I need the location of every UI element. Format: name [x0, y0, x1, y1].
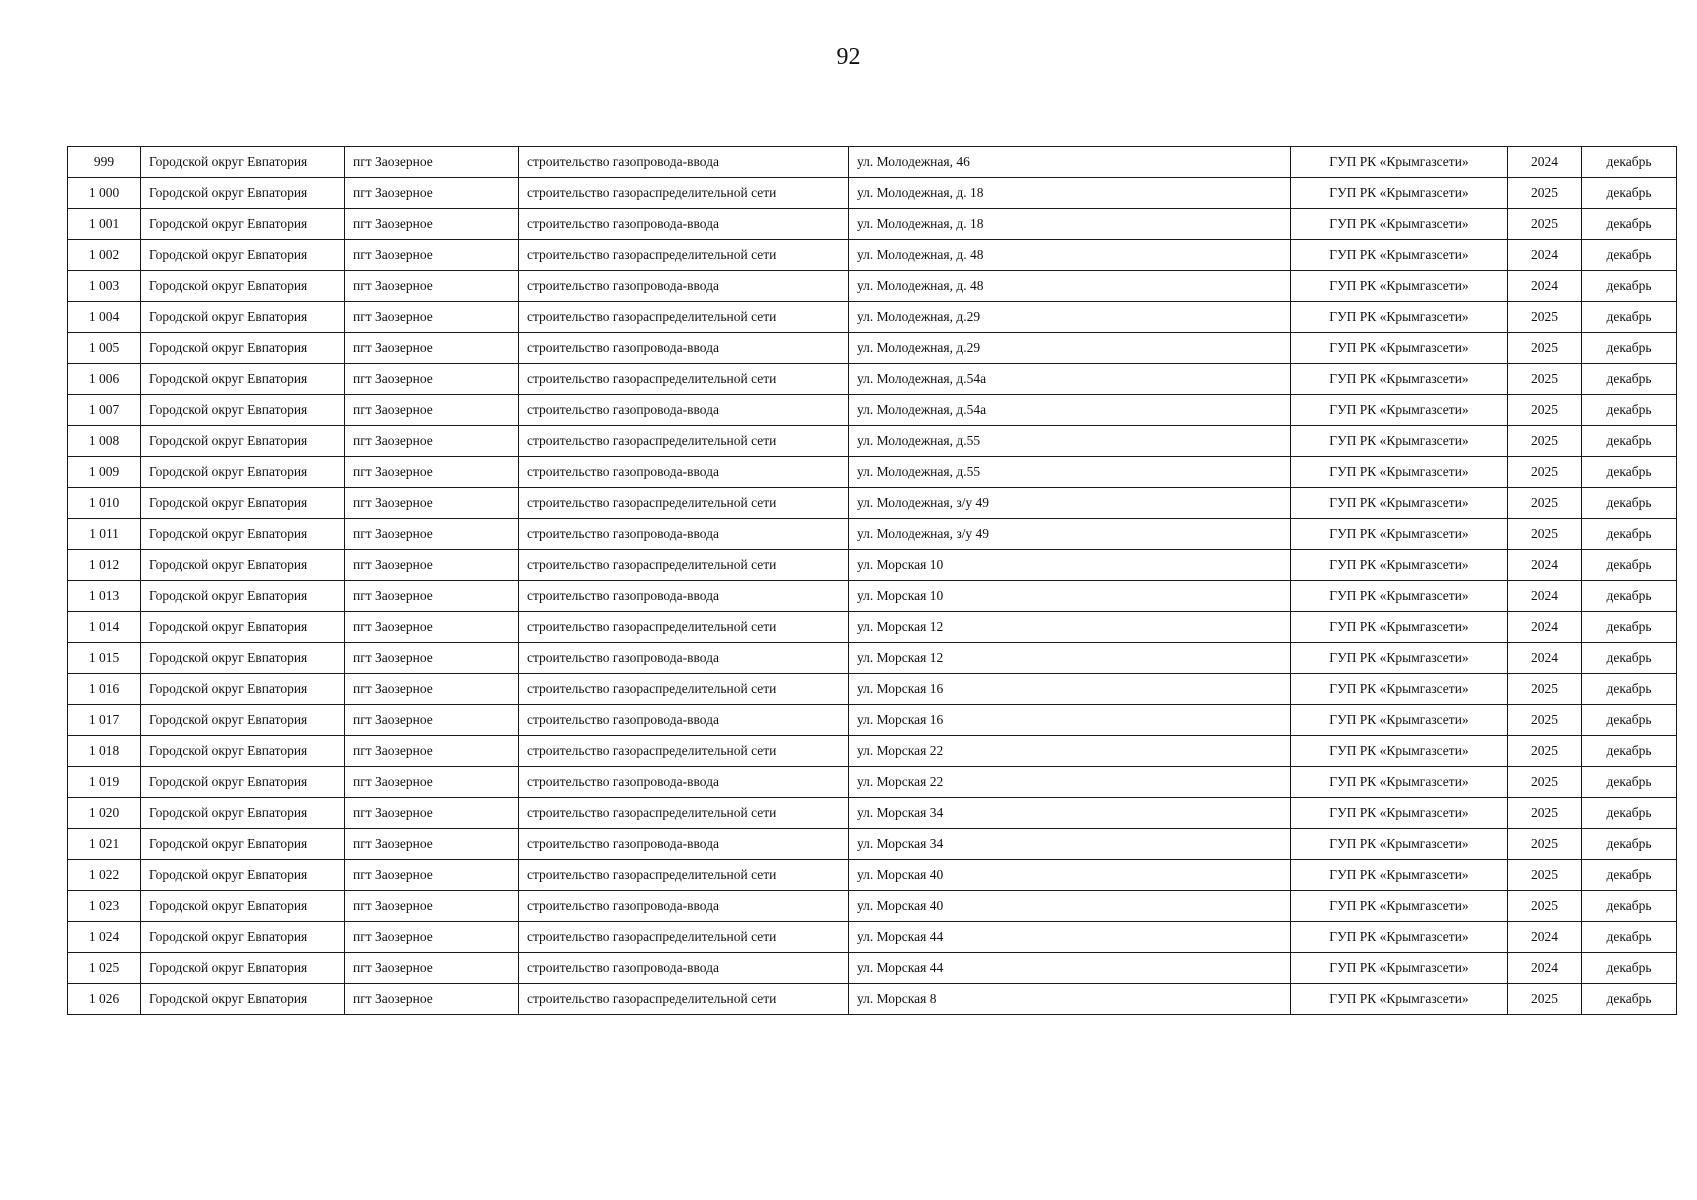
row-number-cell: 1 002: [68, 240, 141, 271]
organization-cell: ГУП РК «Крымгазсети»: [1291, 922, 1508, 953]
month-cell: декабрь: [1582, 271, 1677, 302]
table-row: [68, 333, 1677, 364]
year-cell: 2025: [1508, 860, 1582, 891]
organization-cell: ГУП РК «Крымгазсети»: [1291, 395, 1508, 426]
row-number-cell: 1 018: [68, 736, 141, 767]
settlement-cell: пгт Заозерное: [345, 767, 519, 798]
address-cell: ул. Морская 22: [849, 767, 1291, 798]
settlement-cell: пгт Заозерное: [345, 674, 519, 705]
page-number: 92: [836, 44, 861, 70]
address-cell: ул. Молодежная, 46: [849, 147, 1291, 178]
settlement-cell: пгт Заозерное: [345, 209, 519, 240]
district-cell: Городской округ Евпатория: [141, 953, 345, 984]
month-cell: декабрь: [1582, 488, 1677, 519]
settlement-cell: пгт Заозерное: [345, 829, 519, 860]
settlement-cell: пгт Заозерное: [345, 612, 519, 643]
work-type-cell: строительство газопровода-ввода: [519, 457, 849, 488]
table-row: [68, 891, 1677, 922]
year-cell: 2025: [1508, 705, 1582, 736]
table-row: [68, 829, 1677, 860]
organization-cell: ГУП РК «Крымгазсети»: [1291, 147, 1508, 178]
address-cell: ул. Молодежная, д.55: [849, 457, 1291, 488]
settlement-cell: пгт Заозерное: [345, 395, 519, 426]
year-cell: 2025: [1508, 302, 1582, 333]
address-cell: ул. Молодежная, д.29: [849, 333, 1291, 364]
month-cell: декабрь: [1582, 519, 1677, 550]
year-cell: 2025: [1508, 829, 1582, 860]
month-cell: декабрь: [1582, 922, 1677, 953]
district-cell: Городской округ Евпатория: [141, 860, 345, 891]
organization-cell: ГУП РК «Крымгазсети»: [1291, 457, 1508, 488]
settlement-cell: пгт Заозерное: [345, 891, 519, 922]
month-cell: декабрь: [1582, 736, 1677, 767]
row-number-cell: 1 006: [68, 364, 141, 395]
settlement-cell: пгт Заозерное: [345, 178, 519, 209]
year-cell: 2025: [1508, 891, 1582, 922]
work-type-cell: строительство газораспределительной сети: [519, 984, 849, 1015]
work-type-cell: строительство газораспределительной сети: [519, 550, 849, 581]
address-cell: ул. Морская 16: [849, 674, 1291, 705]
address-cell: ул. Молодежная, з/у 49: [849, 519, 1291, 550]
organization-cell: ГУП РК «Крымгазсети»: [1291, 488, 1508, 519]
table-row: [68, 178, 1677, 209]
month-cell: декабрь: [1582, 643, 1677, 674]
settlement-cell: пгт Заозерное: [345, 271, 519, 302]
month-cell: декабрь: [1582, 178, 1677, 209]
district-cell: Городской округ Евпатория: [141, 798, 345, 829]
year-cell: 2024: [1508, 240, 1582, 271]
table-row: [68, 953, 1677, 984]
settlement-cell: пгт Заозерное: [345, 519, 519, 550]
table-row: [68, 705, 1677, 736]
month-cell: декабрь: [1582, 550, 1677, 581]
work-type-cell: строительство газораспределительной сети: [519, 488, 849, 519]
year-cell: 2025: [1508, 457, 1582, 488]
row-number-cell: 1 020: [68, 798, 141, 829]
settlement-cell: пгт Заозерное: [345, 488, 519, 519]
settlement-cell: пгт Заозерное: [345, 953, 519, 984]
organization-cell: ГУП РК «Крымгазсети»: [1291, 426, 1508, 457]
table-row: [68, 984, 1677, 1015]
table-row: [68, 209, 1677, 240]
settlement-cell: пгт Заозерное: [345, 736, 519, 767]
month-cell: декабрь: [1582, 395, 1677, 426]
organization-cell: ГУП РК «Крымгазсети»: [1291, 519, 1508, 550]
organization-cell: ГУП РК «Крымгазсети»: [1291, 302, 1508, 333]
organization-cell: ГУП РК «Крымгазсети»: [1291, 581, 1508, 612]
row-number-cell: 1 008: [68, 426, 141, 457]
table-row: [68, 147, 1677, 178]
year-cell: 2024: [1508, 581, 1582, 612]
table-row: [68, 240, 1677, 271]
month-cell: декабрь: [1582, 457, 1677, 488]
settlement-cell: пгт Заозерное: [345, 860, 519, 891]
work-type-cell: строительство газораспределительной сети: [519, 922, 849, 953]
organization-cell: ГУП РК «Крымгазсети»: [1291, 891, 1508, 922]
month-cell: декабрь: [1582, 984, 1677, 1015]
table-row: [68, 426, 1677, 457]
table-row: [68, 271, 1677, 302]
address-cell: ул. Морская 44: [849, 922, 1291, 953]
address-cell: ул. Молодежная, д.54а: [849, 364, 1291, 395]
work-type-cell: строительство газопровода-ввода: [519, 829, 849, 860]
table-row: [68, 302, 1677, 333]
district-cell: Городской округ Евпатория: [141, 643, 345, 674]
month-cell: декабрь: [1582, 860, 1677, 891]
work-type-cell: строительство газопровода-ввода: [519, 271, 849, 302]
work-type-cell: строительство газораспределительной сети: [519, 736, 849, 767]
organization-cell: ГУП РК «Крымгазсети»: [1291, 798, 1508, 829]
settlement-cell: пгт Заозерное: [345, 457, 519, 488]
address-cell: ул. Морская 12: [849, 612, 1291, 643]
settlement-cell: пгт Заозерное: [345, 240, 519, 271]
organization-cell: ГУП РК «Крымгазсети»: [1291, 984, 1508, 1015]
table-row: [68, 612, 1677, 643]
work-type-cell: строительство газораспределительной сети: [519, 240, 849, 271]
district-cell: Городской округ Евпатория: [141, 426, 345, 457]
organization-cell: ГУП РК «Крымгазсети»: [1291, 736, 1508, 767]
month-cell: декабрь: [1582, 581, 1677, 612]
settlement-cell: пгт Заозерное: [345, 643, 519, 674]
organization-cell: ГУП РК «Крымгазсети»: [1291, 767, 1508, 798]
month-cell: декабрь: [1582, 767, 1677, 798]
gasification-schedule-table: [67, 146, 1677, 1015]
row-number-cell: 1 003: [68, 271, 141, 302]
year-cell: 2025: [1508, 488, 1582, 519]
district-cell: Городской округ Евпатория: [141, 736, 345, 767]
district-cell: Городской округ Евпатория: [141, 147, 345, 178]
table-row: [68, 922, 1677, 953]
organization-cell: ГУП РК «Крымгазсети»: [1291, 829, 1508, 860]
work-type-cell: строительство газопровода-ввода: [519, 767, 849, 798]
address-cell: ул. Молодежная, д.29: [849, 302, 1291, 333]
row-number-cell: 1 015: [68, 643, 141, 674]
work-type-cell: строительство газопровода-ввода: [519, 147, 849, 178]
month-cell: декабрь: [1582, 426, 1677, 457]
work-type-cell: строительство газораспределительной сети: [519, 302, 849, 333]
work-type-cell: строительство газопровода-ввода: [519, 891, 849, 922]
address-cell: ул. Морская 16: [849, 705, 1291, 736]
organization-cell: ГУП РК «Крымгазсети»: [1291, 209, 1508, 240]
settlement-cell: пгт Заозерное: [345, 581, 519, 612]
settlement-cell: пгт Заозерное: [345, 550, 519, 581]
district-cell: Городской округ Евпатория: [141, 550, 345, 581]
address-cell: ул. Молодежная, д. 48: [849, 240, 1291, 271]
address-cell: ул. Морская 12: [849, 643, 1291, 674]
district-cell: Городской округ Евпатория: [141, 581, 345, 612]
year-cell: 2025: [1508, 209, 1582, 240]
district-cell: Городской округ Евпатория: [141, 705, 345, 736]
settlement-cell: пгт Заозерное: [345, 147, 519, 178]
work-type-cell: строительство газопровода-ввода: [519, 519, 849, 550]
table-row: [68, 860, 1677, 891]
year-cell: 2025: [1508, 333, 1582, 364]
work-type-cell: строительство газораспределительной сети: [519, 426, 849, 457]
year-cell: 2024: [1508, 271, 1582, 302]
month-cell: декабрь: [1582, 891, 1677, 922]
address-cell: ул. Морская 22: [849, 736, 1291, 767]
settlement-cell: пгт Заозерное: [345, 364, 519, 395]
district-cell: Городской округ Евпатория: [141, 240, 345, 271]
year-cell: 2025: [1508, 519, 1582, 550]
organization-cell: ГУП РК «Крымгазсети»: [1291, 333, 1508, 364]
address-cell: ул. Молодежная, д.55: [849, 426, 1291, 457]
organization-cell: ГУП РК «Крымгазсети»: [1291, 674, 1508, 705]
year-cell: 2025: [1508, 674, 1582, 705]
organization-cell: ГУП РК «Крымгазсети»: [1291, 364, 1508, 395]
table-row: [68, 395, 1677, 426]
work-type-cell: строительство газопровода-ввода: [519, 581, 849, 612]
address-cell: ул. Молодежная, д. 18: [849, 178, 1291, 209]
table-row: [68, 457, 1677, 488]
month-cell: декабрь: [1582, 147, 1677, 178]
table-row: [68, 581, 1677, 612]
month-cell: декабрь: [1582, 364, 1677, 395]
row-number-cell: 1 023: [68, 891, 141, 922]
month-cell: декабрь: [1582, 612, 1677, 643]
row-number-cell: 1 024: [68, 922, 141, 953]
year-cell: 2024: [1508, 147, 1582, 178]
work-type-cell: строительство газопровода-ввода: [519, 395, 849, 426]
settlement-cell: пгт Заозерное: [345, 302, 519, 333]
settlement-cell: пгт Заозерное: [345, 333, 519, 364]
organization-cell: ГУП РК «Крымгазсети»: [1291, 240, 1508, 271]
organization-cell: ГУП РК «Крымгазсети»: [1291, 178, 1508, 209]
address-cell: ул. Молодежная, д.54а: [849, 395, 1291, 426]
work-type-cell: строительство газопровода-ввода: [519, 333, 849, 364]
month-cell: декабрь: [1582, 953, 1677, 984]
year-cell: 2025: [1508, 426, 1582, 457]
table-row: [68, 674, 1677, 705]
address-cell: ул. Морская 40: [849, 891, 1291, 922]
work-type-cell: строительство газопровода-ввода: [519, 705, 849, 736]
work-type-cell: строительство газораспределительной сети: [519, 612, 849, 643]
organization-cell: ГУП РК «Крымгазсети»: [1291, 271, 1508, 302]
row-number-cell: 1 011: [68, 519, 141, 550]
year-cell: 2025: [1508, 984, 1582, 1015]
organization-cell: ГУП РК «Крымгазсети»: [1291, 953, 1508, 984]
year-cell: 2024: [1508, 612, 1582, 643]
address-cell: ул. Молодежная, з/у 49: [849, 488, 1291, 519]
table-row: [68, 488, 1677, 519]
month-cell: декабрь: [1582, 674, 1677, 705]
district-cell: Городской округ Евпатория: [141, 984, 345, 1015]
row-number-cell: 1 009: [68, 457, 141, 488]
district-cell: Городской округ Евпатория: [141, 178, 345, 209]
month-cell: декабрь: [1582, 829, 1677, 860]
district-cell: Городской округ Евпатория: [141, 209, 345, 240]
row-number-cell: 1 026: [68, 984, 141, 1015]
address-cell: ул. Морская 40: [849, 860, 1291, 891]
row-number-cell: 1 012: [68, 550, 141, 581]
district-cell: Городской округ Евпатория: [141, 829, 345, 860]
district-cell: Городской округ Евпатория: [141, 333, 345, 364]
address-cell: ул. Молодежная, д. 18: [849, 209, 1291, 240]
table-row: [68, 364, 1677, 395]
district-cell: Городской округ Евпатория: [141, 364, 345, 395]
row-number-cell: 1 017: [68, 705, 141, 736]
year-cell: 2024: [1508, 550, 1582, 581]
year-cell: 2025: [1508, 736, 1582, 767]
year-cell: 2025: [1508, 798, 1582, 829]
row-number-cell: 1 007: [68, 395, 141, 426]
district-cell: Городской округ Евпатория: [141, 519, 345, 550]
work-type-cell: строительство газораспределительной сети: [519, 364, 849, 395]
row-number-cell: 1 000: [68, 178, 141, 209]
work-type-cell: строительство газораспределительной сети: [519, 798, 849, 829]
district-cell: Городской округ Евпатория: [141, 612, 345, 643]
table-row: [68, 550, 1677, 581]
work-type-cell: строительство газопровода-ввода: [519, 643, 849, 674]
row-number-cell: 999: [68, 147, 141, 178]
address-cell: ул. Морская 10: [849, 581, 1291, 612]
row-number-cell: 1 021: [68, 829, 141, 860]
month-cell: декабрь: [1582, 798, 1677, 829]
year-cell: 2024: [1508, 953, 1582, 984]
address-cell: ул. Морская 34: [849, 798, 1291, 829]
year-cell: 2024: [1508, 922, 1582, 953]
settlement-cell: пгт Заозерное: [345, 922, 519, 953]
work-type-cell: строительство газопровода-ввода: [519, 953, 849, 984]
settlement-cell: пгт Заозерное: [345, 705, 519, 736]
settlement-cell: пгт Заозерное: [345, 426, 519, 457]
row-number-cell: 1 022: [68, 860, 141, 891]
row-number-cell: 1 013: [68, 581, 141, 612]
work-type-cell: строительство газораспределительной сети: [519, 178, 849, 209]
organization-cell: ГУП РК «Крымгазсети»: [1291, 860, 1508, 891]
month-cell: декабрь: [1582, 302, 1677, 333]
district-cell: Городской округ Евпатория: [141, 395, 345, 426]
district-cell: Городской округ Евпатория: [141, 271, 345, 302]
district-cell: Городской округ Евпатория: [141, 457, 345, 488]
settlement-cell: пгт Заозерное: [345, 798, 519, 829]
district-cell: Городской округ Евпатория: [141, 488, 345, 519]
row-number-cell: 1 005: [68, 333, 141, 364]
row-number-cell: 1 019: [68, 767, 141, 798]
work-type-cell: строительство газопровода-ввода: [519, 209, 849, 240]
row-number-cell: 1 025: [68, 953, 141, 984]
month-cell: декабрь: [1582, 333, 1677, 364]
month-cell: декабрь: [1582, 705, 1677, 736]
organization-cell: ГУП РК «Крымгазсети»: [1291, 550, 1508, 581]
district-cell: Городской округ Евпатория: [141, 674, 345, 705]
table-body: [68, 147, 1677, 1015]
organization-cell: ГУП РК «Крымгазсети»: [1291, 705, 1508, 736]
table-row: [68, 736, 1677, 767]
row-number-cell: 1 004: [68, 302, 141, 333]
organization-cell: ГУП РК «Крымгазсети»: [1291, 643, 1508, 674]
table-row: [68, 519, 1677, 550]
district-cell: Городской округ Евпатория: [141, 922, 345, 953]
month-cell: декабрь: [1582, 209, 1677, 240]
year-cell: 2024: [1508, 643, 1582, 674]
row-number-cell: 1 010: [68, 488, 141, 519]
address-cell: ул. Морская 44: [849, 953, 1291, 984]
row-number-cell: 1 016: [68, 674, 141, 705]
work-type-cell: строительство газораспределительной сети: [519, 674, 849, 705]
address-cell: ул. Морская 34: [849, 829, 1291, 860]
year-cell: 2025: [1508, 364, 1582, 395]
table-row: [68, 798, 1677, 829]
table-row: [68, 767, 1677, 798]
row-number-cell: 1 014: [68, 612, 141, 643]
year-cell: 2025: [1508, 767, 1582, 798]
year-cell: 2025: [1508, 178, 1582, 209]
row-number-cell: 1 001: [68, 209, 141, 240]
year-cell: 2025: [1508, 395, 1582, 426]
work-type-cell: строительство газораспределительной сети: [519, 860, 849, 891]
organization-cell: ГУП РК «Крымгазсети»: [1291, 612, 1508, 643]
settlement-cell: пгт Заозерное: [345, 984, 519, 1015]
address-cell: ул. Морская 10: [849, 550, 1291, 581]
district-cell: Городской округ Евпатория: [141, 891, 345, 922]
address-cell: ул. Молодежная, д. 48: [849, 271, 1291, 302]
district-cell: Городской округ Евпатория: [141, 767, 345, 798]
month-cell: декабрь: [1582, 240, 1677, 271]
address-cell: ул. Морская 8: [849, 984, 1291, 1015]
district-cell: Городской округ Евпатория: [141, 302, 345, 333]
table-row: [68, 643, 1677, 674]
